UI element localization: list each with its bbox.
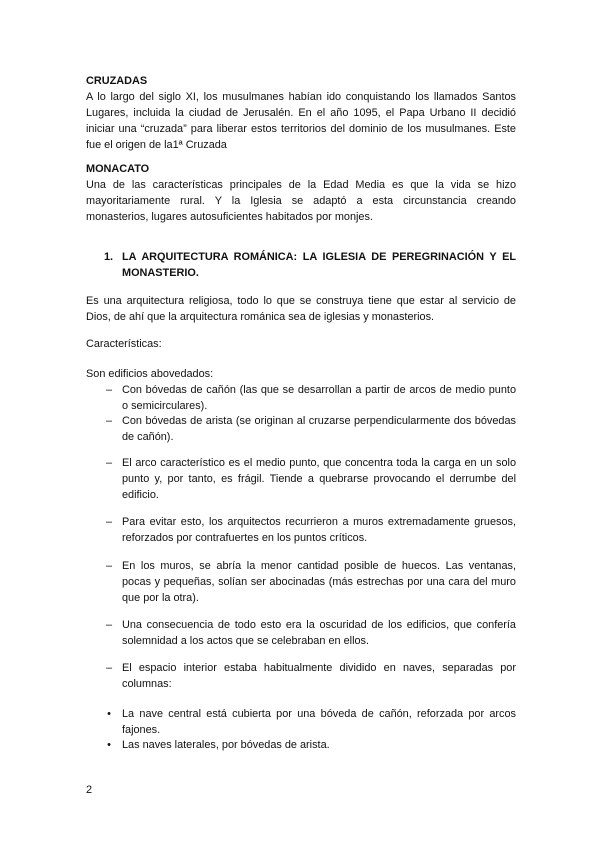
dash-marker: – <box>105 560 113 572</box>
list-item-line: Las naves laterales, por bóvedas de arista. <box>122 739 330 751</box>
list-item <box>122 660 516 692</box>
intro-paragraph <box>86 293 516 325</box>
list-item <box>122 737 516 753</box>
paragraph-line: Una de las características principales de la Edad Media es que la vida se hizo <box>86 179 516 191</box>
list-item <box>122 413 516 445</box>
heading-number: 1. <box>104 251 114 263</box>
list-item <box>122 382 516 414</box>
list-item-line: Con bóvedas de cañón (las que se desarrollan a partir de arcos de medio punto <box>122 384 516 396</box>
list-item <box>122 558 516 606</box>
paragraph-line: Dios, de ahí que la arquitectura románica sea de iglesias y monasterios. <box>86 311 435 323</box>
section-cruzadas <box>86 73 516 153</box>
list-item-line: En los muros, se abría la menor cantidad posible de huecos. Las ventanas, <box>122 560 516 572</box>
list-item-line: Una consecuencia de todo esto era la oscuridad de los edificios, que confería <box>122 619 516 631</box>
paragraph-line: iniciar una “cruzada” para liberar estos territorios del dominio de los musulmanes. Este <box>86 123 516 135</box>
list-item-line: reforzados por contrafuertes en los puntos críticos. <box>122 532 368 544</box>
chapter-title-line: LA ARQUITECTURA ROMÁNICA: LA IGLESIA DE PEREGRINACIÓN Y EL <box>122 251 516 263</box>
paragraph-line: Es una arquitectura religiosa, todo lo que se construya tiene que estar al servicio de <box>86 295 516 307</box>
page-number: 2 <box>86 784 93 796</box>
list-item-line: edificio. <box>122 489 159 501</box>
paragraph-line: monasterios, lugares autosuficientes habitados por monjes. <box>86 211 373 223</box>
dash-marker: – <box>105 415 113 427</box>
dash-marker: – <box>105 457 113 469</box>
list-item-line: columnas: <box>122 678 172 690</box>
list-item <box>122 617 516 649</box>
list-item-line: El espacio interior estaba habitualmente dividido en naves, separadas por <box>122 662 516 674</box>
list-item-line: de cañón). <box>122 431 174 443</box>
list-item <box>122 514 516 546</box>
abovedados-label: Son edificios abovedados: <box>86 368 214 380</box>
list-item-line: El arco característico es el medio punto, que concentra toda la carga en un solo <box>122 457 516 469</box>
list-item <box>122 706 516 738</box>
paragraph-line: A lo largo del siglo XI, los musulmanes habían ido conquistando los llamados Santos <box>86 91 516 103</box>
caracteristicas-label: Características: <box>86 338 162 350</box>
dash-marker: – <box>105 384 113 396</box>
paragraph-line: Lugares, incluida la ciudad de Jerusalén. En el año 1095, el Papa Urbano II decidió <box>86 107 516 119</box>
bullet-marker: • <box>107 708 111 720</box>
list-item-line: que por la otra). <box>122 592 199 604</box>
list-item-line: punto y, por tanto, es frágil. Tiende a quebrarse provocando el derrumbe del <box>122 473 516 485</box>
paragraph-line: fue el origen de la1ª Cruzada <box>86 139 227 151</box>
chapter-title <box>122 249 516 281</box>
list-item-line: o semicirculares). <box>122 400 208 412</box>
list-item-line: pocas y pequeñas, solían ser abocinadas (más estrechas por una cara del muro <box>122 576 516 588</box>
section-monacato <box>86 161 516 225</box>
list-item-line: Con bóvedas de arista (se originan al cruzarse perpendicularmente dos bóvedas <box>122 415 516 427</box>
list-item-line: Para evitar esto, los arquitectos recurrieron a muros extremadamente gruesos, <box>122 516 516 528</box>
dash-marker: – <box>105 662 113 674</box>
bullet-marker: • <box>107 739 111 751</box>
list-item-line: solemnidad a los actos que se celebraban en ellos. <box>122 635 370 647</box>
section-heading: MONACATO <box>86 163 150 175</box>
paragraph-line: mayoritariamente rural. Y la Iglesia se adaptó a esta circunstancia creando <box>86 195 516 207</box>
list-item-line: fajones. <box>122 724 161 736</box>
dash-marker: – <box>105 516 113 528</box>
chapter-title-line: MONASTERIO. <box>122 267 199 279</box>
section-heading: CRUZADAS <box>86 75 148 87</box>
list-item-line: La nave central está cubierta por una bóveda de cañón, reforzada por arcos <box>122 708 516 720</box>
list-item <box>122 455 516 503</box>
dash-marker: – <box>105 619 113 631</box>
